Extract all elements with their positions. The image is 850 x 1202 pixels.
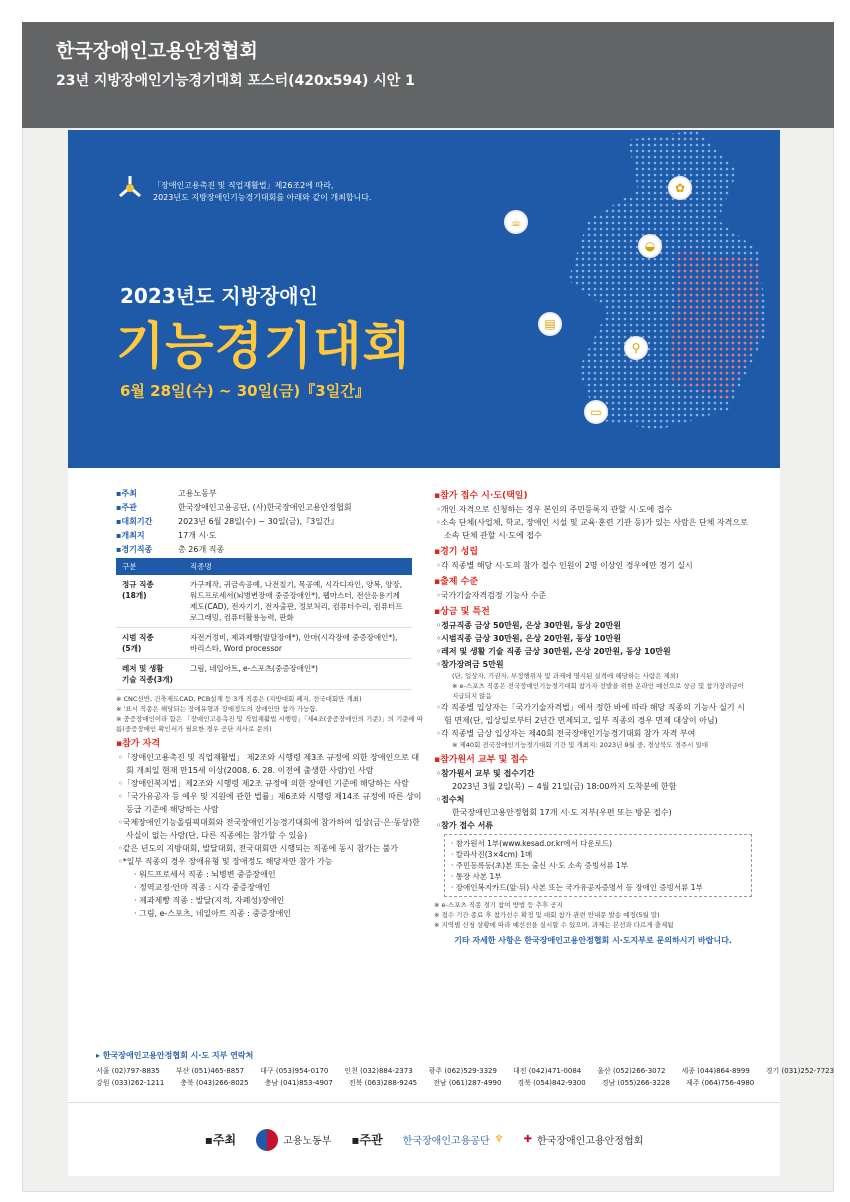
contact-heading: ▸ 한국장애인고용안정협회 시·도 지부 연락처 — [96, 1051, 254, 1060]
more-info: 기타 자세한 사항은 한국장애인고용안정협회 시·도지부로 문의하시기 바랍니다. — [454, 936, 732, 945]
eligibility-item: ◦「장애인고용촉진 및 직업재활법」 제2조와 시행령 제3조 규정에 의한 장애인으로 대회 개최일 현재 만15세 이상(2008. 6. 28. 이전에 출생한 사람)인 사람 — [118, 753, 420, 775]
contact-item: 경기 (031)252-7723 — [765, 1067, 835, 1075]
org-logo-icon — [116, 174, 144, 202]
period-label: ◦참가원서 교부 및 접수기간 — [436, 769, 535, 778]
organizer-label: ▪주관 — [351, 1133, 383, 1147]
cake-icon: ◒ — [638, 234, 662, 258]
doc-note: ※ e-스포츠 직종 경기 참여 방법 등 추후 공지 — [434, 901, 563, 909]
organizer-2-name: 한국장애인고용안정협회 — [537, 1136, 644, 1147]
info-key: ▪주관 — [116, 503, 137, 512]
kead-logo-icon: ♆ — [494, 1134, 504, 1145]
eligibility-subitem: · 정역교정·안마 직종 : 시각 중증장애인 — [134, 883, 271, 892]
level-text: ◦국가기술자격검정 기능사 수준 — [436, 591, 547, 600]
left-column — [116, 486, 426, 920]
job-category-table — [116, 558, 412, 690]
eligibility-sublist — [116, 868, 426, 920]
establish-heading: ▪경기 성립 — [434, 547, 479, 557]
apply-item: ◦소속 단체(사업체, 학교, 장애인 시설 및 교육·훈련 기관 등)가 있는 사람은 단체 자격으로 소속 단체 관할 시·도에 접수 — [436, 518, 748, 540]
eligibility-item: ◦같은 년도의 지방대회, 발달대회, 전국대회만 시행되는 직종에 동시 참가는 불가 — [118, 844, 398, 853]
organizer-2 — [524, 1132, 644, 1147]
apply-item: ◦개인 자격으로 신청하는 경우 본인의 주민등록지 관할 시·도에 접수 — [436, 505, 673, 514]
poster — [68, 130, 835, 1176]
contact-item: 대구 (053)954-0170 — [260, 1067, 329, 1075]
law-notice — [153, 180, 372, 204]
establish-text: ◦각 직종별 해당 시·도의 참가 접수 인원이 2명 이상인 경우에만 경기 실시 — [436, 561, 693, 570]
table-cell-jobs: 자전거정비, 제과제빵(발달장애*), 안마(시각장애 중증장애인*), 바리스타, Word processor — [184, 628, 412, 659]
eligibility-heading: ▪참가 자격 — [116, 739, 161, 749]
note-item: ※ 중증장애인이라 함은 「장애인고용촉진 및 직업재활법 시행령」「제4조(중증장애인의 기준)」의 기준에 따름(중증장애인 확인서가 필요한 경우 공단 지사로 문의) — [116, 715, 424, 733]
contact-item: 충남 (041)853-4907 — [264, 1079, 333, 1087]
prize-more-item: ◦각 직종별 금상 입상자는 제40회 전국장애인기능경기대회 참가 자격 부여 — [436, 729, 696, 738]
table-head-jobs: 직종명 — [184, 558, 412, 575]
info-value: 17개 시·도 — [178, 531, 217, 540]
apply-list — [434, 503, 752, 542]
doc-item: · 참가원서 1부(www.kesad.or.kr에서 다운로드) — [451, 839, 613, 848]
eligibility-item: ◦*일부 직종의 경우 장애유형 및 장애정도 해당자만 참가 가능 — [118, 857, 333, 866]
eligibility-list — [116, 751, 426, 868]
law-line-2: 2023년도 지방장애인기능경기대회를 아래와 같이 개최합니다. — [153, 193, 372, 202]
info-row — [116, 501, 426, 514]
doc-item: · 주민등록등(초)본 또는 출신 시·도 소속 증빙서류 1부 — [451, 861, 628, 870]
contact-item: 충북 (043)266-8025 — [180, 1079, 249, 1087]
host-org — [256, 1129, 331, 1151]
right-column — [434, 486, 752, 947]
eligibility-subitem: · 제과제빵 직종 : 발달(지적, 자폐성)장애인 — [134, 896, 285, 905]
info-value: 한국장애인고용공단, (사)한국장애인고용안정협회 — [178, 503, 352, 512]
contact-item: 제주 (064)756-4980 — [685, 1079, 755, 1087]
contact-row-1 — [96, 1066, 835, 1076]
table-row — [116, 628, 412, 659]
law-line-1: 「장애인고용촉진 및 직업재활법」제26조2에 따라, — [153, 181, 334, 190]
eligibility-item: ◦「장애인복지법」제2조와 시행령 제2조 규정에 의한 장애인 기준에 해당하는 사람 — [118, 779, 409, 788]
cup-icon: ☕ — [504, 210, 528, 234]
table-cell-type: 레저 및 생활 기술 직종(3개) — [116, 659, 184, 690]
contact-item: 울산 (052)266-3072 — [597, 1067, 666, 1075]
prize-note-1: (단, 입상자, 기권자, 부정행위자 및 과제에 명시된 실격에 해당하는 사람은 제외) — [452, 672, 679, 680]
contact-item: 세종 (044)864-8999 — [681, 1067, 750, 1075]
info-row — [116, 543, 426, 556]
contact-item: 서울 (02)797-8835 — [96, 1067, 160, 1075]
contact-item: 인천 (032)884-2373 — [344, 1067, 413, 1075]
doc-item: · 통장 사본 1부 — [451, 872, 502, 881]
info-row — [116, 515, 426, 528]
place-text: 한국장애인고용안정협회 17개 시·도 지부(우편 또는 방문 접수) — [452, 808, 672, 817]
prize-item: ◦정규직종 금상 50만원, 은상 30만원, 동상 20만원 — [436, 621, 621, 630]
table-row — [116, 659, 412, 690]
prize-item: ◦레저 및 생활 기술 직종 금상 30만원, 은상 20만원, 동상 10만원 — [436, 647, 671, 656]
contact-item: 전북 (063)288-9245 — [348, 1079, 418, 1087]
footer-orgs — [68, 1102, 780, 1176]
info-key: ▪대회기간 — [116, 517, 153, 526]
info-key: ▪경기직종 — [116, 545, 153, 554]
prize-item: ◦시범직종 금상 30만원, 은상 20만원, 동상 10만원 — [436, 634, 621, 643]
contact-item: 경남 (055)266-3228 — [601, 1079, 670, 1087]
info-row — [116, 529, 426, 542]
apply-heading: ▪참가 접수 시·도(택일) — [434, 491, 528, 501]
info-value: 고용노동부 — [178, 489, 217, 498]
info-key: ▪주최 — [116, 489, 137, 498]
eligibility-subitem: · 워드프로세서 직종 : 뇌병변 중증장애인 — [134, 870, 276, 879]
contact-item: 경북 (054)842-9300 — [517, 1079, 586, 1087]
top-header-bar — [22, 22, 834, 128]
table-cell-type: 시범 직종 (5개) — [116, 628, 184, 659]
organizer-1 — [403, 1132, 504, 1147]
prize-more-item: ◦각 직종별 입상자는「국가기술자격법」에서 정한 바에 따라 해당 직종의 기능사 실기 시험 면제(단, 입상일로부터 2년간 면제되고, 일부 직종의 경우 면제 대상이 아님) — [436, 703, 745, 725]
docs-label: ◦참가 접수 서류 — [436, 821, 494, 830]
prize-note-3: ※ 제40회 전국장애인기능경기대회 기간 및 개최지: 2023년 9월 중, 경상북도 경주시 일대 — [452, 741, 709, 749]
eligibility-subitem: · 그림, e-스포츠, 네일아트 직종 : 중증장애인 — [134, 909, 292, 918]
table-cell-jobs: 가구제작, 귀금속공예, 나전칠기, 목공예, 시각디자인, 양복, 양장, 워드프로세서(뇌병변장애 중증장애인*), 웹마스터, 전산응용기계제도(CAD), 전자기기, 전자출판, 정보처리, 컴퓨터수리, 컴퓨터프로그래밍, 컴퓨터활용능력, 판화 — [184, 575, 412, 628]
table-cell-jobs: 그림, 네일아트, e-스포츠(중증장애인*) — [184, 659, 412, 690]
table-row — [116, 575, 412, 628]
header-org: 한국장애인고용안정협회 — [56, 40, 258, 62]
host-name: 고용노동부 — [283, 1136, 332, 1147]
event-info-rows — [116, 487, 426, 556]
table-head-type: 구분 — [116, 558, 184, 575]
info-value: 2023년 6월 28일(수) ~ 30일(금),『3일간』 — [178, 517, 339, 526]
info-value: 총 26개 직종 — [178, 545, 225, 554]
prize-more-list — [434, 701, 752, 740]
table-cell-type: 정규 직종 (18개) — [116, 575, 184, 628]
contact-section — [96, 1050, 835, 1102]
flower-icon: ✿ — [668, 176, 692, 200]
level-heading: ▪출제 수준 — [434, 577, 479, 587]
event-dates: 6월 28일(수) ~ 30일(금)『3일간』 — [120, 382, 370, 400]
organizer-1-name: 한국장애인고용공단 — [402, 1136, 490, 1147]
contact-row-2 — [96, 1078, 755, 1088]
place-label: ◦접수처 — [436, 795, 465, 804]
docs-box — [444, 834, 752, 897]
year-title: 2023년도 지방장애인 — [120, 284, 318, 308]
host-label: ▪주최 — [204, 1133, 237, 1147]
taegeuk-logo-icon — [256, 1129, 278, 1151]
kesad-logo-icon: ✚ — [523, 1134, 532, 1145]
header-subtitle: 23년 지방장애인기능경기대회 포스터(420x594) 시안 1 — [56, 73, 415, 89]
doc-note: ※ 지역별 신청 상황에 따라 예선전을 실시할 수 있으며, 과제는 본선과 다르게 출제됨 — [434, 921, 674, 929]
prize-list — [434, 619, 752, 671]
eligibility-item: ◦국제장애인기능올림픽대회와 전국장애인기능경기대회에 참가하여 입상(금·은·동상)한 사실이 없는 사람(단, 다른 직종에는 참가할 수 있음) — [118, 818, 420, 840]
doc-note: ※ 접수 기간 종료 후 참가선수 확정 및 대회 참가 관련 안내문 발송 예정(5월 말) — [434, 911, 660, 919]
info-key: ▪개최지 — [116, 531, 145, 540]
note-item: ※ CNC선반, 건축제도CAD, PCB설계 등 3개 직종은 (지방대회 폐지, 전국대회만 개최) — [116, 695, 362, 703]
contact-item: 대전 (042)471-0084 — [512, 1067, 582, 1075]
contact-item: 부산 (051)465-8857 — [175, 1067, 245, 1075]
info-row — [116, 487, 426, 500]
prize-note-2: ※ e-스포츠 직종은 전국장애인기능경기대회 참가자 선발을 위한 온라인 예선으로 상금 및 참가장려금이 지급되지 않음 — [452, 682, 744, 700]
table-notes — [116, 694, 426, 734]
contact-item: 광주 (062)529-3329 — [428, 1067, 497, 1075]
hero-banner — [68, 130, 780, 468]
eligibility-item: ◦「국가유공자 등 예우 및 지원에 관한 법률」제6조와 시행령 제14조 규정에 따른 상이 등급 기준에 해당하는 사람 — [118, 792, 422, 814]
document-icon: ▤ — [538, 312, 562, 336]
doc-item: · 장애인복지카드(앞·뒤) 사본 또는 국가유공자증명서 등 장애인 증빙서류 1부 — [451, 883, 703, 892]
main-title: 기능경기대회 — [116, 317, 412, 375]
document-heading: ▪참가원서 교부 및 접수 — [434, 755, 528, 765]
prize-item: ◦참가장려금 5만원 — [436, 660, 504, 669]
note-item: ※ '표시 직종은 해당되는 장애유형과 장애정도의 장애인만 참가 가능함. — [116, 705, 318, 713]
bicycle-icon: ⚲ — [624, 336, 648, 360]
prize-heading: ▪상금 및 특전 — [434, 607, 490, 617]
doc-notes — [434, 900, 752, 930]
doc-item: · 칼라사진(3×4cm) 1매 — [451, 850, 533, 859]
monitor-icon: ▭ — [584, 400, 608, 424]
korea-map-dots — [508, 130, 780, 468]
contact-item: 전남 (061)287-4990 — [433, 1079, 502, 1087]
contact-item: 강원 (033)262-1211 — [96, 1079, 165, 1087]
period-text: 2023년 3월 2일(목) ~ 4월 21일(금) 18:00까지 도착분에 한함 — [452, 782, 677, 791]
